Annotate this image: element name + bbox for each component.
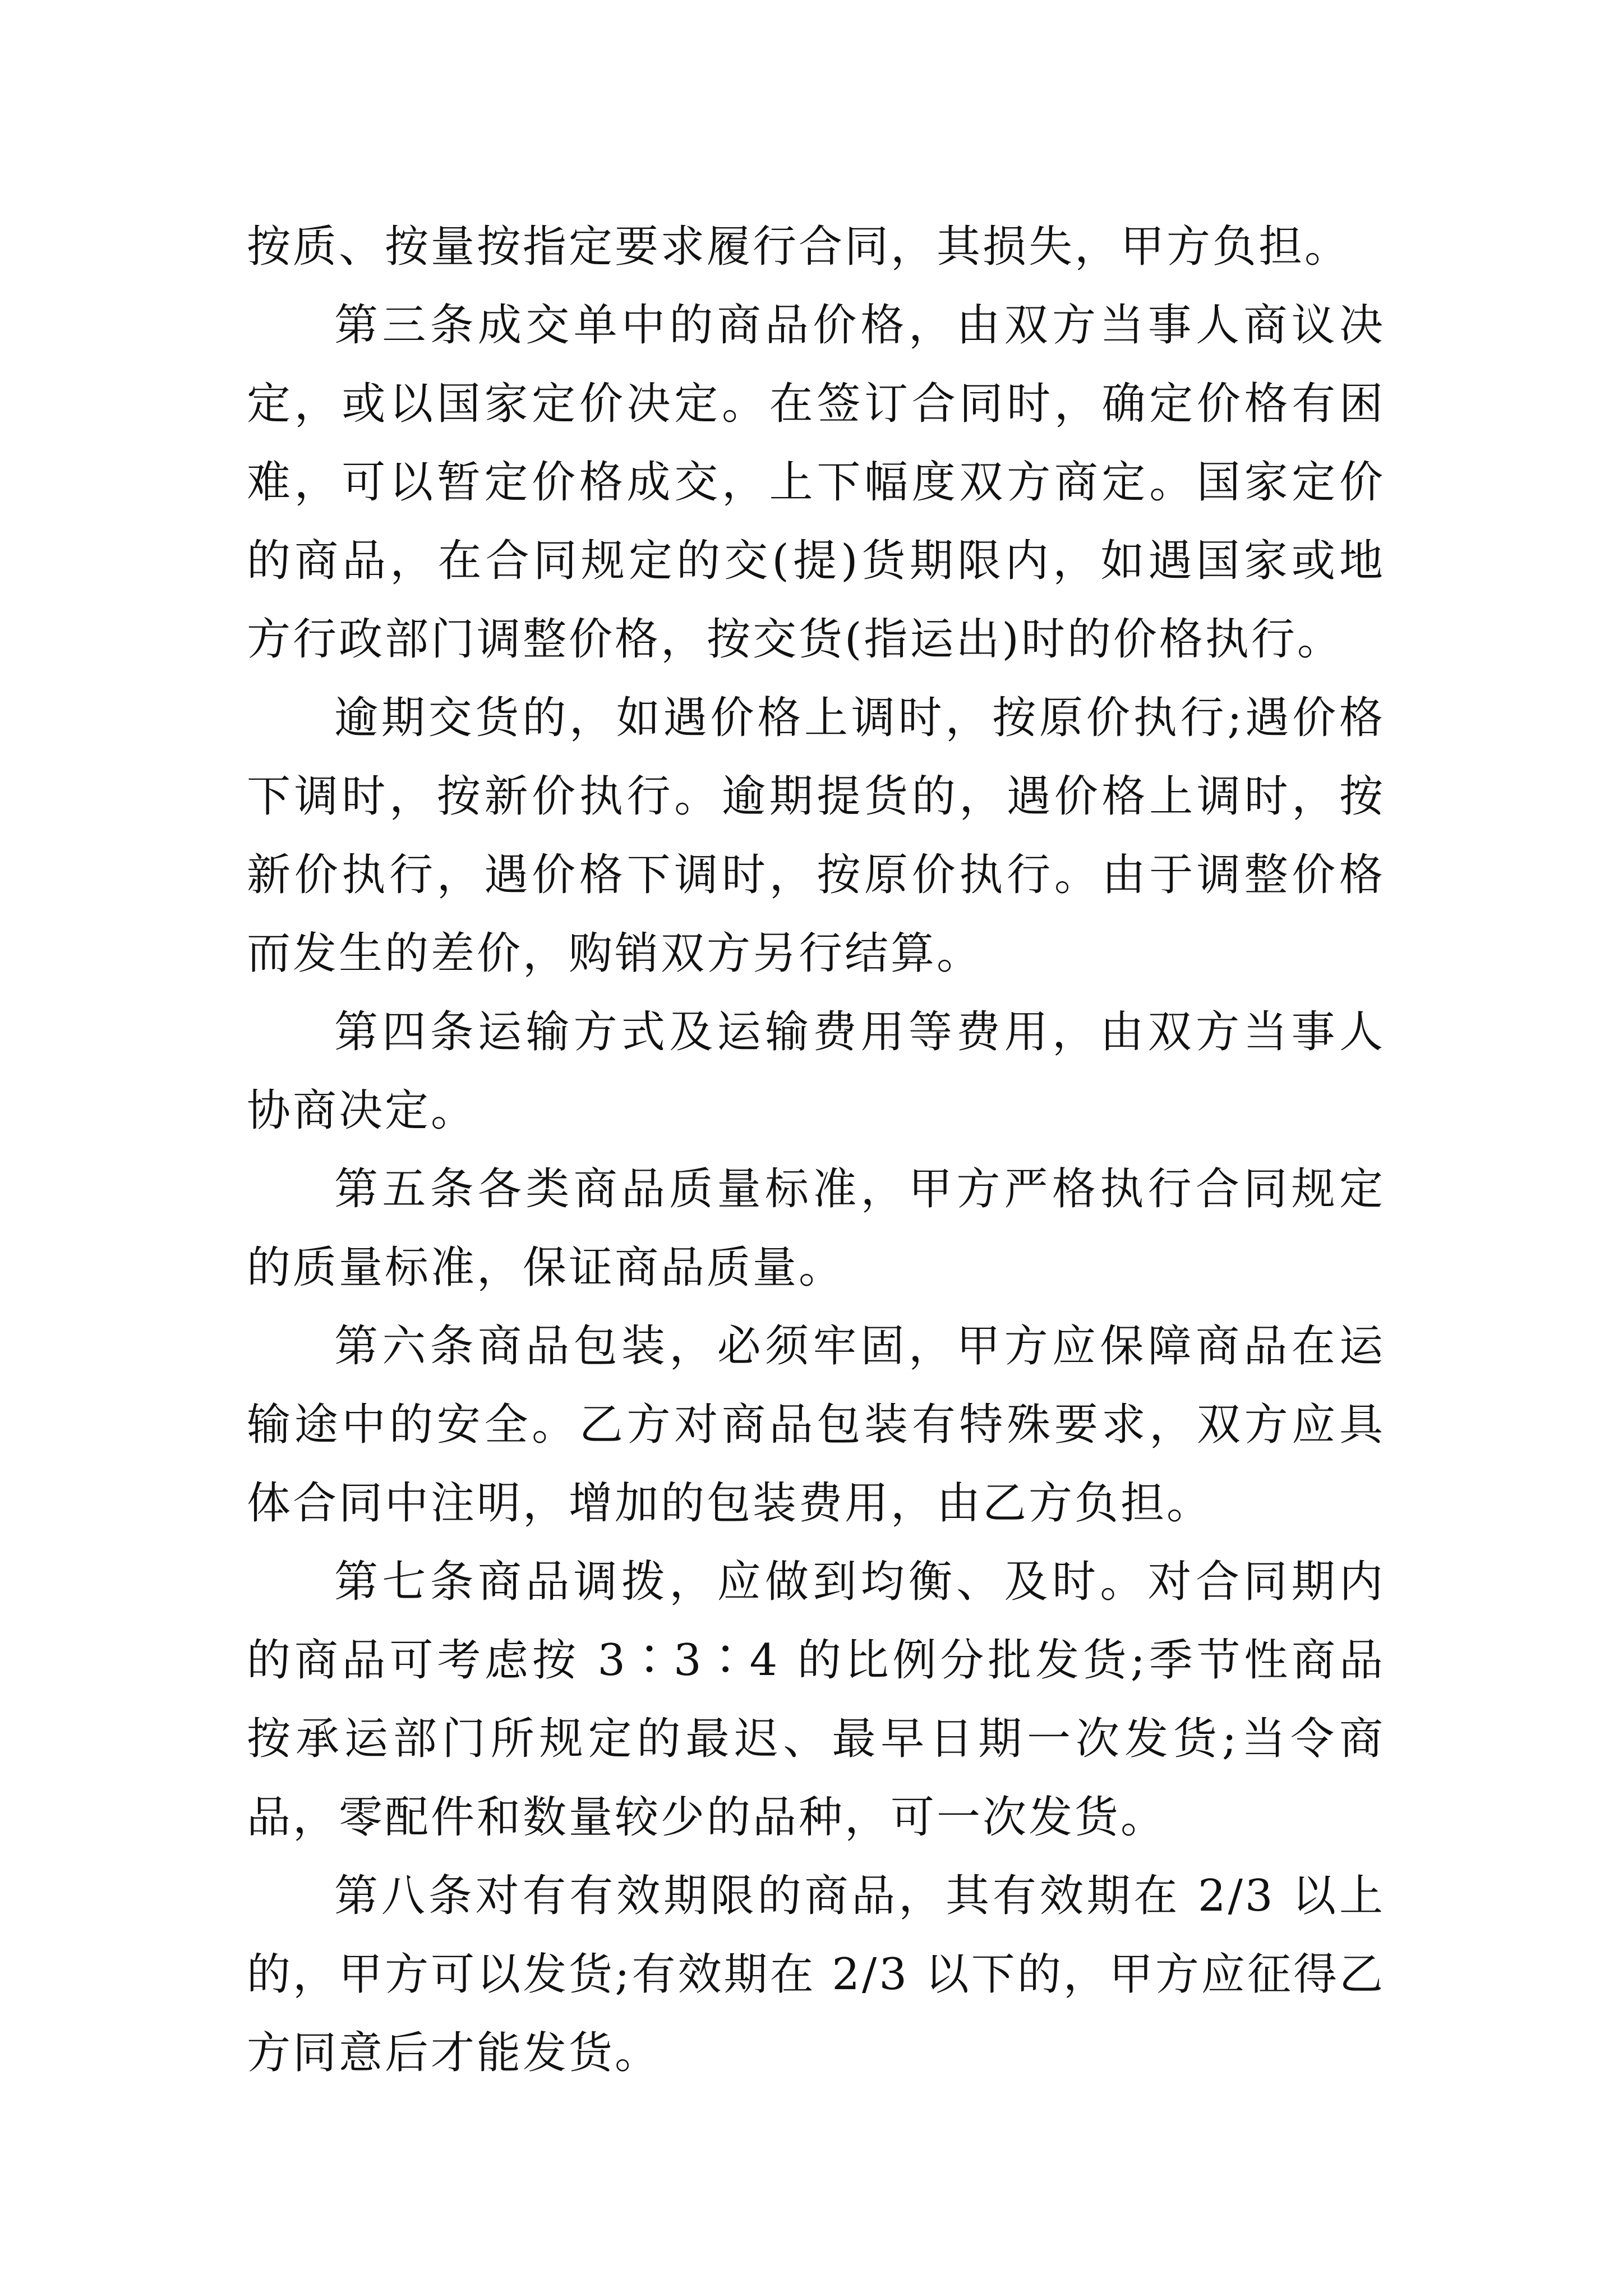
paragraph-article-8: 第八条对有有效期限的商品，其有效期在 2/3 以上的，甲方可以发货;有效期在 2/3 以下的，甲方应征得乙方同意后才能发货。 [247,1871,1385,2078]
document-body [247,208,1385,2092]
paragraph-article-6: 第六条商品包装，必须牢固，甲方应保障商品在运输途中的安全。乙方对商品包装有特殊要求，双方应具体合同中注明，增加的包装费用，由乙方负担。 [247,1321,1385,1529]
paragraph-article-7: 第七条商品调拨，应做到均衡、及时。对合同期内的商品可考虑按 3∶3∶4 的比例分批发货;季节性商品按承运部门所规定的最迟、最早日期一次发货;当令商品，零配件和数量较少的品种，可一次发货。 [247,1557,1385,1843]
paragraph-late-delivery: 逾期交货的，如遇价格上调时，按原价执行;遇价格下调时，按新价执行。逾期提货的，遇价格上调时，按新价执行，遇价格下调时，按原价执行。由于调整价格而发生的差价，购销双方另行结算。 [247,693,1385,979]
paragraph-continuation: 按质、按量按指定要求履行合同，其损失，甲方负担。 [247,222,1351,272]
paragraph-article-3: 第三条成交单中的商品价格，由双方当事人商议决定，或以国家定价决定。在签订合同时，确定价格有困难，可以暂定价格成交，上下幅度双方商定。国家定价的商品，在合同规定的交(提)货期限内，如遇国家或地方行政部门调整价格，按交货(指运出)时的价格执行。 [247,300,1385,665]
paragraph-article-4: 第四条运输方式及运输费用等费用，由双方当事人协商决定。 [247,1007,1385,1136]
paragraph-article-5: 第五条各类商品质量标准，甲方严格执行合同规定的质量标准，保证商品质量。 [247,1164,1385,1293]
